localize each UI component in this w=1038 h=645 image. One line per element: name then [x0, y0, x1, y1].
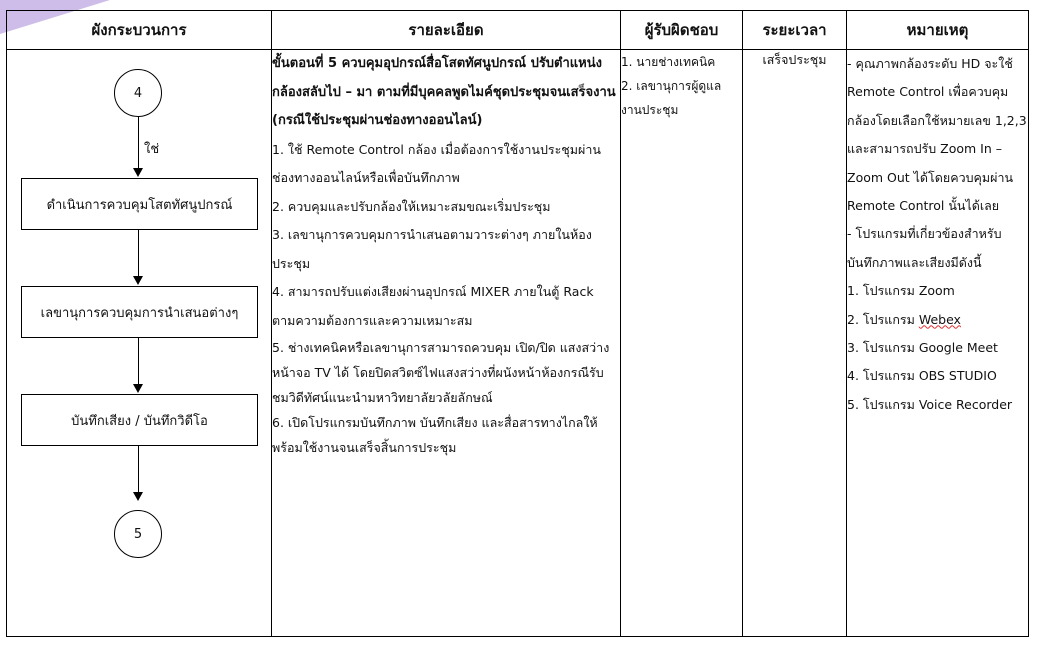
arrow-down-icon [133, 276, 143, 285]
connector-end: 5 [114, 510, 162, 558]
step-record-audio-video: บันทึกเสียง / บันทึกวิดีโอ [21, 394, 258, 446]
remark-camera: - คุณภาพกล้องระดับ HD จะใช้ Remote Control เพื่อควบคุมกล้องโดยเลือกใช้หมายเลข 1,2,3 และสามารถปรับ Zoom In – Zoom Out ได้โดยควบคุมผ่าน Remote Control นั้นได้เลย [847, 56, 1027, 214]
arrow-down-icon [133, 492, 143, 501]
responsible-cell [621, 50, 743, 637]
flowchart-cell [7, 50, 272, 637]
header-responsible: ผู้รับผิดชอบ [621, 11, 743, 50]
detail-item: 1. ใช้ Remote Control กล้อง เมื่อต้องการใช้งานประชุมผ่านช่องทางออนไลน์หรือเพื่อบันทึกภาพ [272, 141, 601, 185]
remarks-cell [847, 50, 1029, 637]
process-table [6, 10, 1029, 637]
header-flowchart: ผังกระบวนการ [7, 11, 272, 50]
detail-item: 3. เลขานุการควบคุมการนำเสนอตามวาระต่างๆ ภายในห้องประชุม [272, 227, 592, 271]
program-item-webex: 2. โปรแกรม Webex [847, 311, 961, 327]
yes-label: ใช่ [144, 142, 160, 157]
detail-item: 2. ควบคุมและปรับกล้องให้เหมาะสมขณะเริ่มประชุม [272, 198, 551, 214]
detail-item: 6. เปิดโปรแกรมบันทึกภาพ บันทึกเสียง และสื่อสารทางไกลให้พร้อมใช้งานจนเสร็จสิ้นการประชุม [272, 415, 598, 455]
program-item: 4. โปรแกรม OBS STUDIO [847, 368, 997, 384]
duration-value: เสร็จประชุม [762, 52, 827, 67]
step-secretary-presentation: เลขานุการควบคุมการนำเสนอต่างๆ [21, 286, 258, 338]
remark-programs-heading: - โปรแกรมที่เกี่ยวข้องสำหรับบันทึกภาพและเสียงมีดังนี้ [847, 226, 1002, 270]
program-item: 5. โปรแกรม Voice Recorder [847, 396, 1013, 412]
detail-item: 4. สามารถปรับแต่งเสียงผ่านอุปกรณ์ MIXER ภายในตู้ Rack ตามความต้องการและความเหมาะสม [272, 284, 594, 328]
arrow-down-icon [133, 168, 143, 177]
flow-line [138, 117, 139, 168]
step-heading: ขั้นตอนที่ 5 ควบคุมอุปกรณ์สื่อโสตทัศนูปกรณ์ ปรับตำแหน่งกล้องสลับไป – มา ตามที่มีบุคคลพูดไมค์ชุดประชุมจนเสร็จงาน (กรณีใช้ประชุมผ่านช่องทางออนไลน์) [272, 56, 616, 128]
process-row [7, 50, 1029, 637]
header-details: รายละเอียด [272, 11, 621, 50]
flow-line [138, 230, 139, 276]
header-row [7, 11, 1029, 50]
arrow-down-icon [133, 384, 143, 393]
program-item: 3. โปรแกรม Google Meet [847, 340, 998, 356]
responsible-item: 1. นายช่างเทคนิค [621, 55, 716, 69]
duration-cell [743, 50, 847, 637]
program-item [847, 306, 1028, 334]
flow-line [138, 338, 139, 384]
header-remarks: หมายเหตุ [847, 11, 1029, 50]
program-item: 1. โปรแกรม Zoom [847, 283, 955, 299]
connector-start: 4 [114, 69, 162, 117]
details-cell [272, 50, 621, 637]
flow-line [138, 446, 139, 492]
detail-item: 5. ช่างเทคนิคหรือเลขานุการสามารถควบคุม เปิด/ปิด แสงสว่างหน้าจอ TV ได้ โดยปิดสวิตซ์ไฟแสงสว่างที่ผนังหน้าห้องกรณีรับชมวิดีทัศน์แนะนำมหาวิทยาลัยวลัยลักษณ์ [272, 340, 610, 405]
flowchart [7, 50, 272, 636]
step-control-av: ดำเนินการควบคุมโสตทัศนูปกรณ์ [21, 178, 258, 230]
spellcheck-underline: Webex [918, 311, 961, 327]
responsible-item: 2. เลขานุการผู้ดูแลงานประชุม [621, 79, 722, 117]
header-duration: ระยะเวลา [743, 11, 847, 50]
